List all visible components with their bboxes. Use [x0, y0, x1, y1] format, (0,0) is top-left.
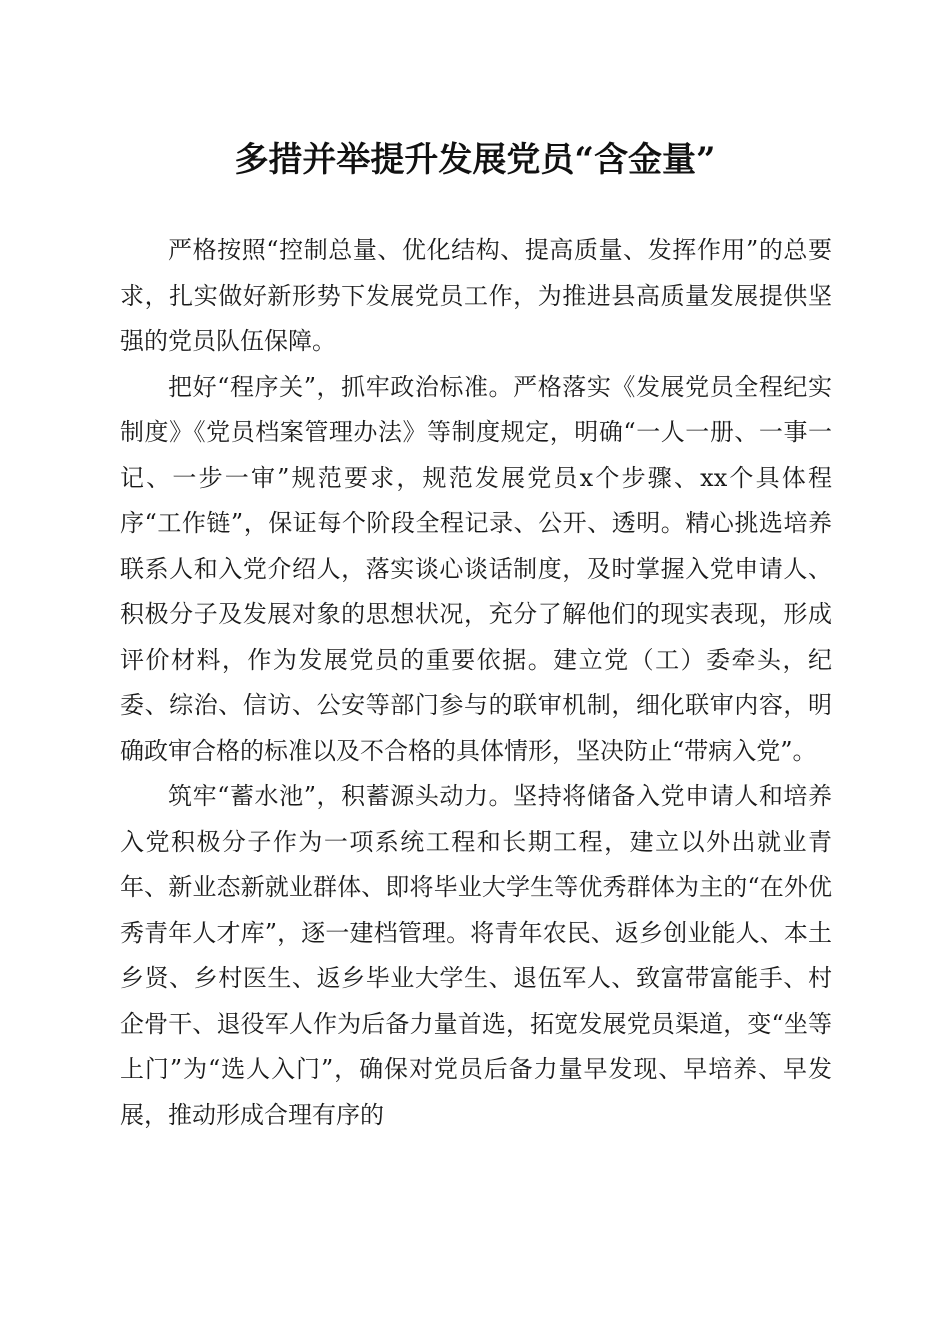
- paragraph-reservoir: 筑牢“蓄水池”，积蓄源头动力。坚持将储备入党申请人和培养入党积极分子作为一项系统工程和长期工程，建立以外出就业青年、新业态新就业群体、即将毕业大学生等优秀群体为主的“在外优秀青年人才库”，逐一建档管理。将青年农民、返乡创业能人、本土乡贤、乡村医生、返乡毕业大学生、退伍军人、致富带富能手、村企骨干、退役军人作为后备力量首选，拓宽发展党员渠道，变“坐等上门”为“选人入门”，确保对党员后备力量早发现、早培养、早发展，推动形成合理有序的: [120, 782, 832, 1129]
- document-body: [120, 228, 832, 1138]
- paragraph-procedure: 把好“程序关”，抓牢政治标准。严格落实《发展党员全程纪实制度》《党员档案管理办法》等制度规定，明确“一人一册、一事一记、一步一审”规范要求，规范发展党员x个步骤、xx个具体程序“工作链”，保证每个阶段全程记录、公开、透明。精心挑选培养联系人和入党介绍人，落实谈心谈话制度，及时掌握入党申请人、积极分子及发展对象的思想状况，充分了解他们的现实表现，形成评价材料，作为发展党员的重要依据。建立党（工）委牵头，纪委、综治、信访、公安等部门参与的联审机制，细化联审内容，明确政审合格的标准以及不合格的具体情形，坚决防止“带病入党”。: [120, 372, 832, 765]
- document-title: 多措并举提升发展党员“含金量”: [234, 140, 716, 180]
- paragraph-intro: 严格按照“控制总量、优化结构、提高质量、发挥作用”的总要求，扎实做好新形势下发展党员工作，为推进县高质量发展提供坚强的党员队伍保障。: [120, 236, 832, 355]
